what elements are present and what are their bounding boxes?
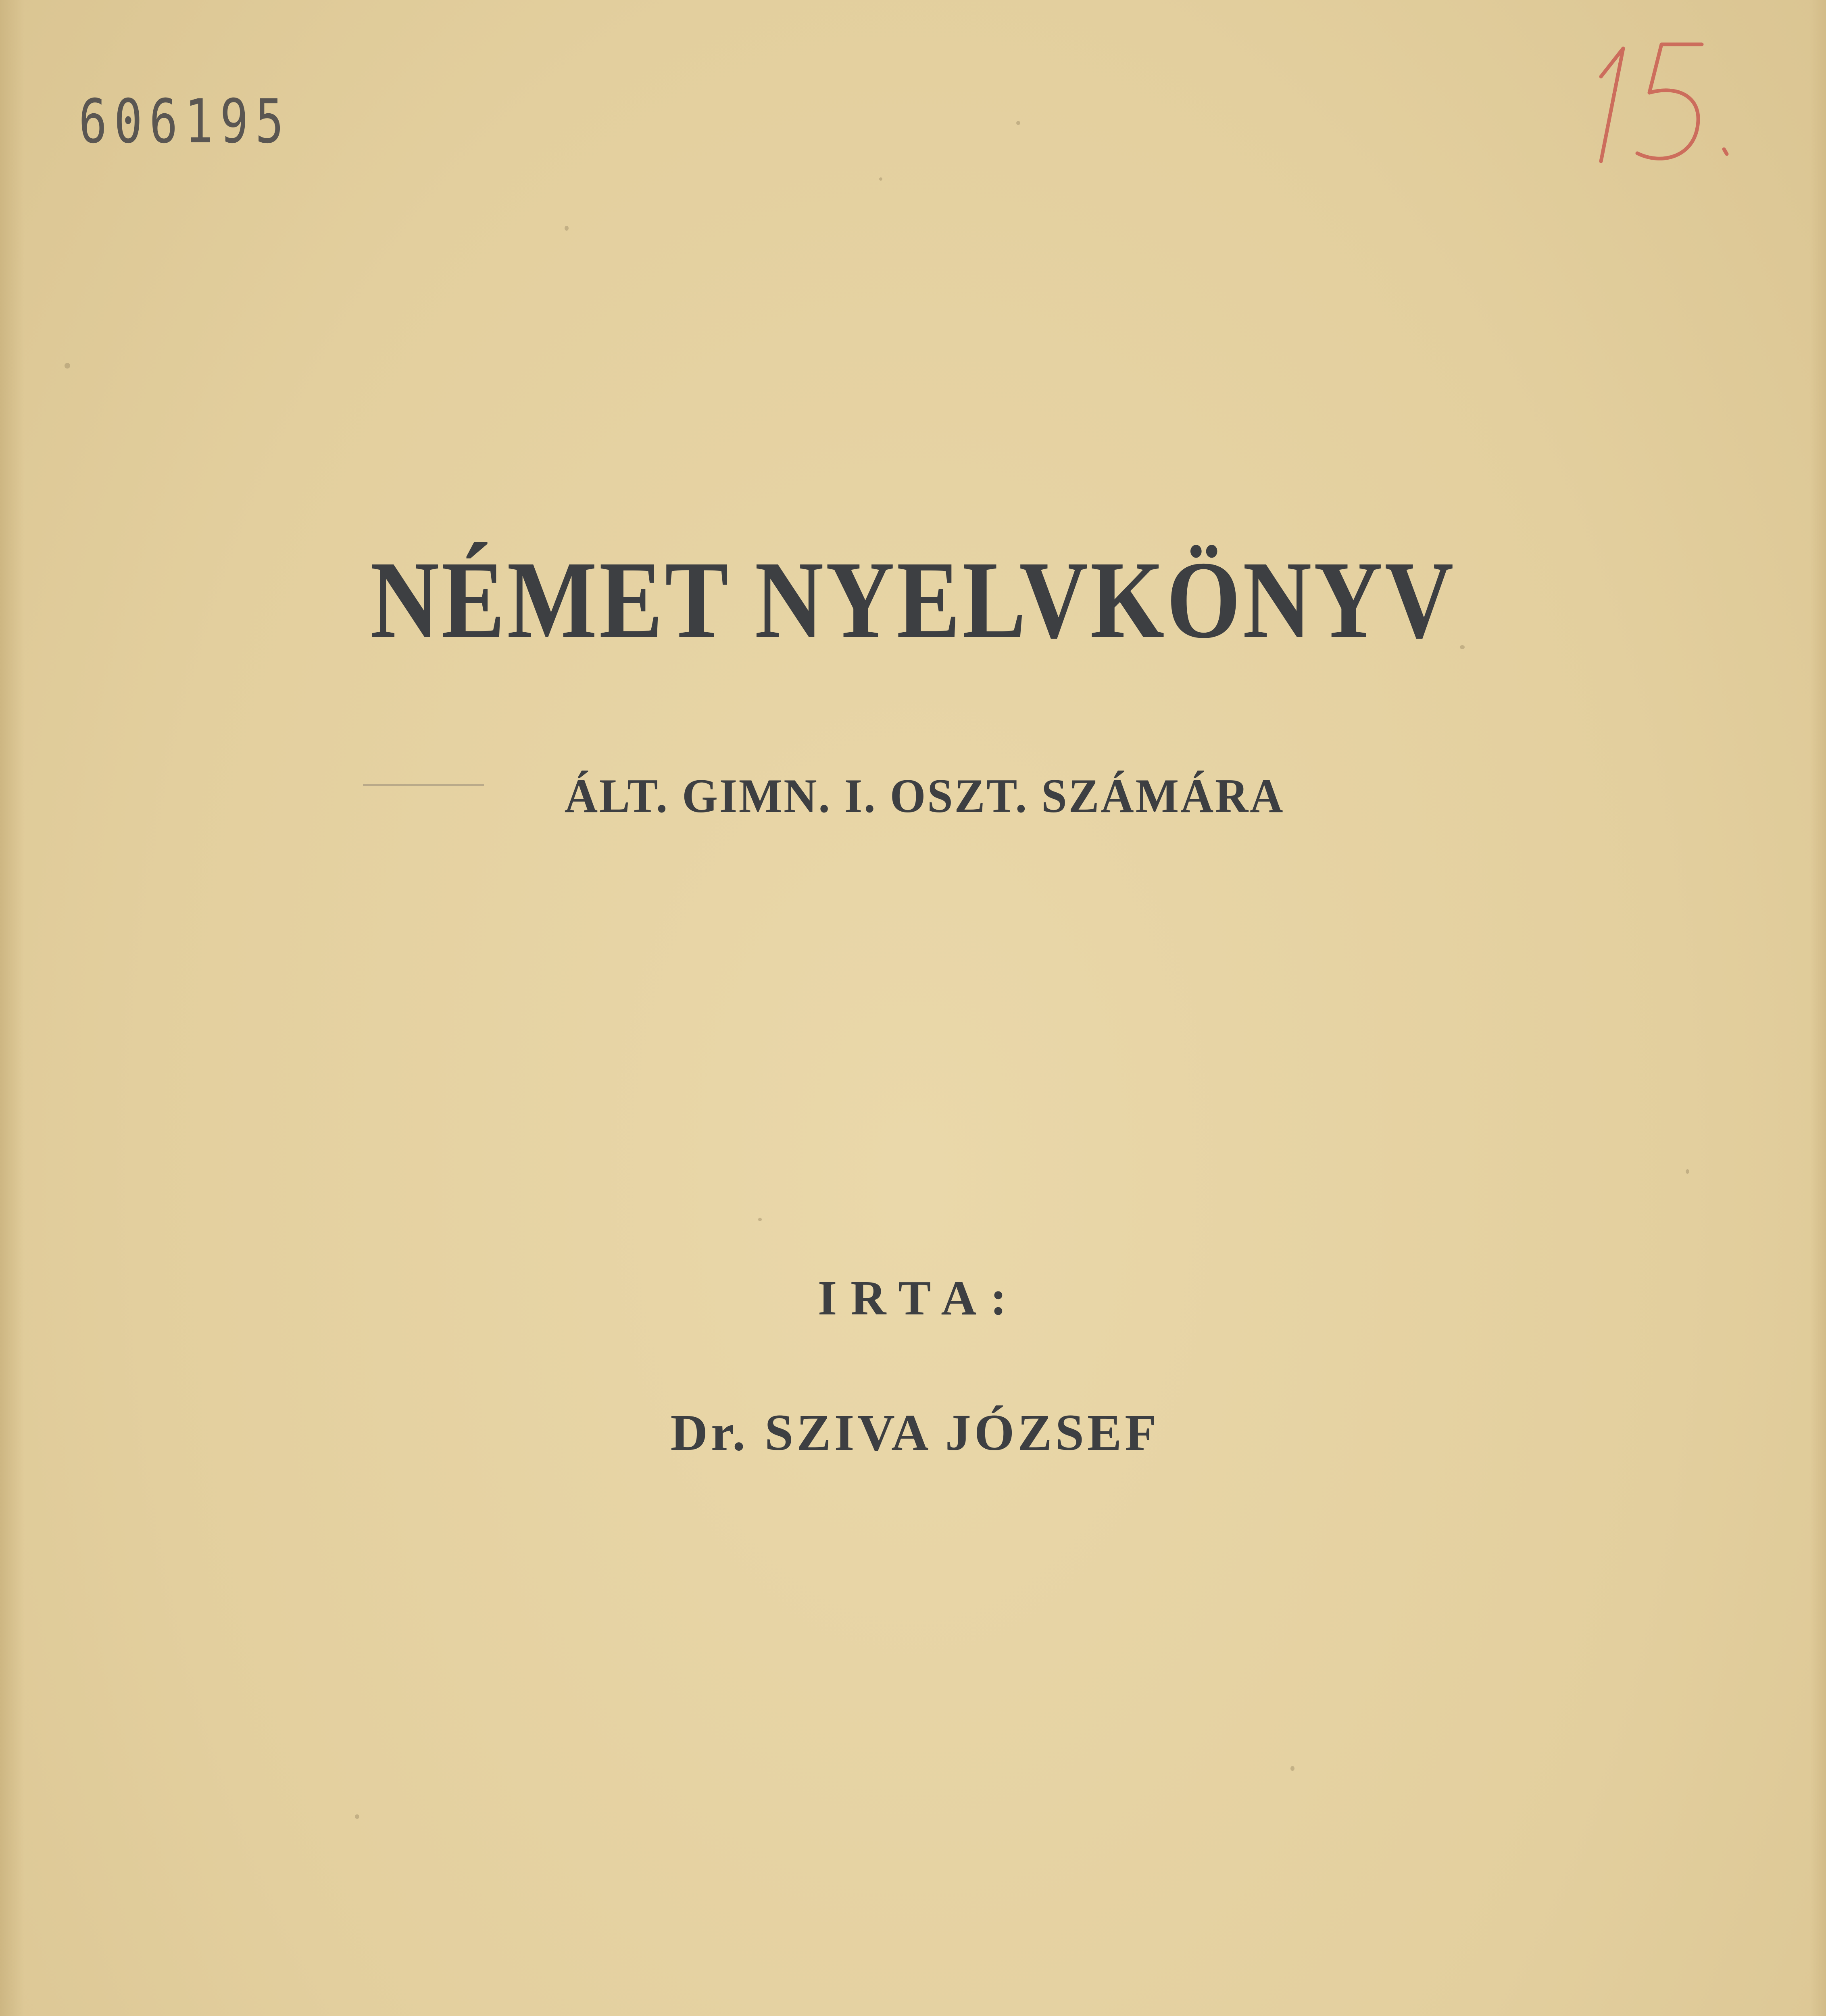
paper-speck — [355, 1814, 359, 1819]
paper-speck — [565, 226, 569, 231]
handwritten-number-mark — [1585, 28, 1754, 198]
paper-speck — [1290, 1766, 1294, 1771]
paper-speck — [758, 1218, 762, 1221]
book-title: NÉMET NYELVKÖNYV — [370, 539, 1456, 661]
paper-edge-left — [0, 0, 24, 2016]
paper-speck — [65, 363, 70, 369]
paper-speck — [1016, 121, 1020, 125]
paper-speck — [1686, 1169, 1689, 1174]
paper-edge-right — [1810, 0, 1826, 2016]
written-by-label: IRTA: — [817, 1271, 1021, 1325]
author-name: Dr. SZIVA JÓZSEF — [670, 1404, 1160, 1461]
paper-speck — [879, 177, 882, 181]
book-subtitle: ÁLT. GIMN. I. OSZT. SZÁMÁRA — [564, 769, 1285, 823]
inventory-stamp-number: 606195 — [79, 87, 291, 157]
